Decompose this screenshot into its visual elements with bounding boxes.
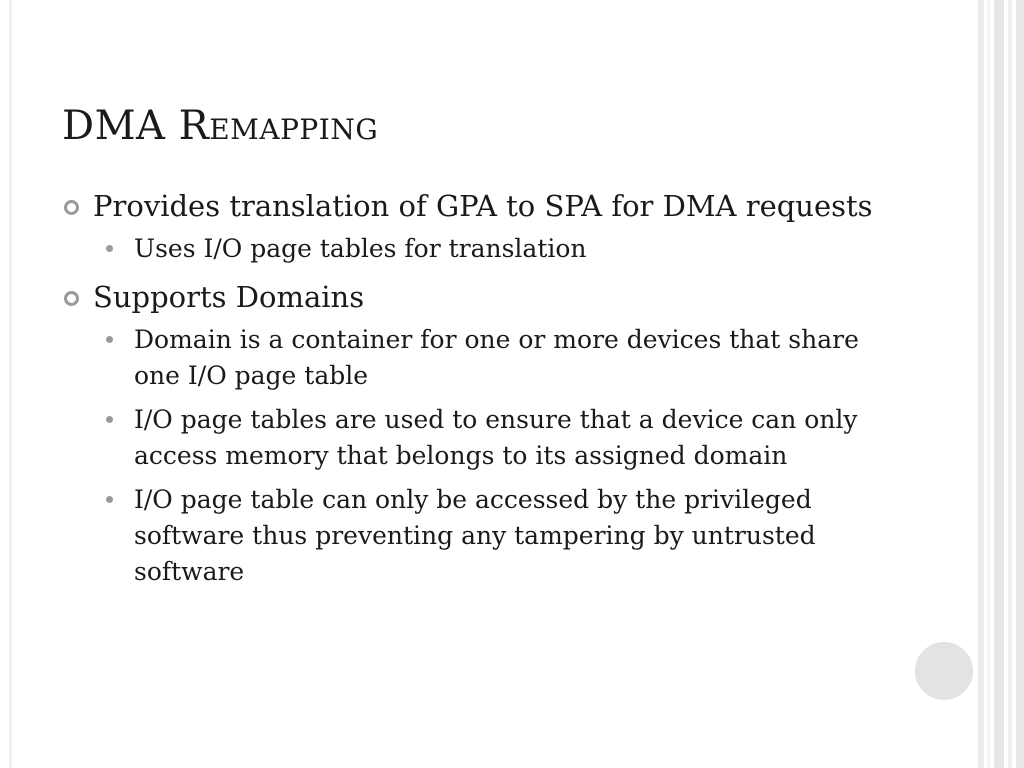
sub-bullet-text: I/O page table can only be accessed by the privileged software thus preventing any tampering by untrusted software [134, 485, 816, 586]
bullet-text: Provides translation of GPA to SPA for DMA requests [93, 189, 873, 223]
ring-bullet-icon [64, 200, 79, 215]
bullet-level-1 [62, 186, 882, 227]
bullet-text: Supports Domains [93, 280, 365, 314]
decorative-stripe [1008, 0, 1012, 768]
bullet-level-2 [62, 322, 882, 394]
decorative-stripe [1016, 0, 1024, 768]
sub-bullet-text: Uses I/O page tables for translation [134, 234, 587, 263]
decorative-stripe [994, 0, 1004, 768]
decorative-stripe [978, 0, 984, 768]
bullet-level-2 [62, 482, 882, 590]
ring-bullet-icon [64, 291, 79, 306]
bullet-list [62, 186, 882, 598]
dot-bullet-icon [106, 416, 113, 423]
left-border-line [9, 0, 12, 768]
dot-bullet-icon [106, 496, 113, 503]
bullet-level-2 [62, 402, 882, 474]
dot-bullet-icon [106, 245, 113, 252]
bullet-level-2 [62, 231, 882, 267]
decorative-circle [913, 640, 975, 702]
sub-bullet-text: Domain is a container for one or more devices that share one I/O page table [134, 325, 859, 390]
slide-title: DMA Remapping [62, 103, 379, 149]
dot-bullet-icon [106, 336, 113, 343]
decorative-stripe [987, 0, 990, 768]
bullet-level-1 [62, 277, 882, 318]
sub-bullet-text: I/O page tables are used to ensure that a device can only access memory that belongs to its assigned domain [134, 405, 858, 470]
